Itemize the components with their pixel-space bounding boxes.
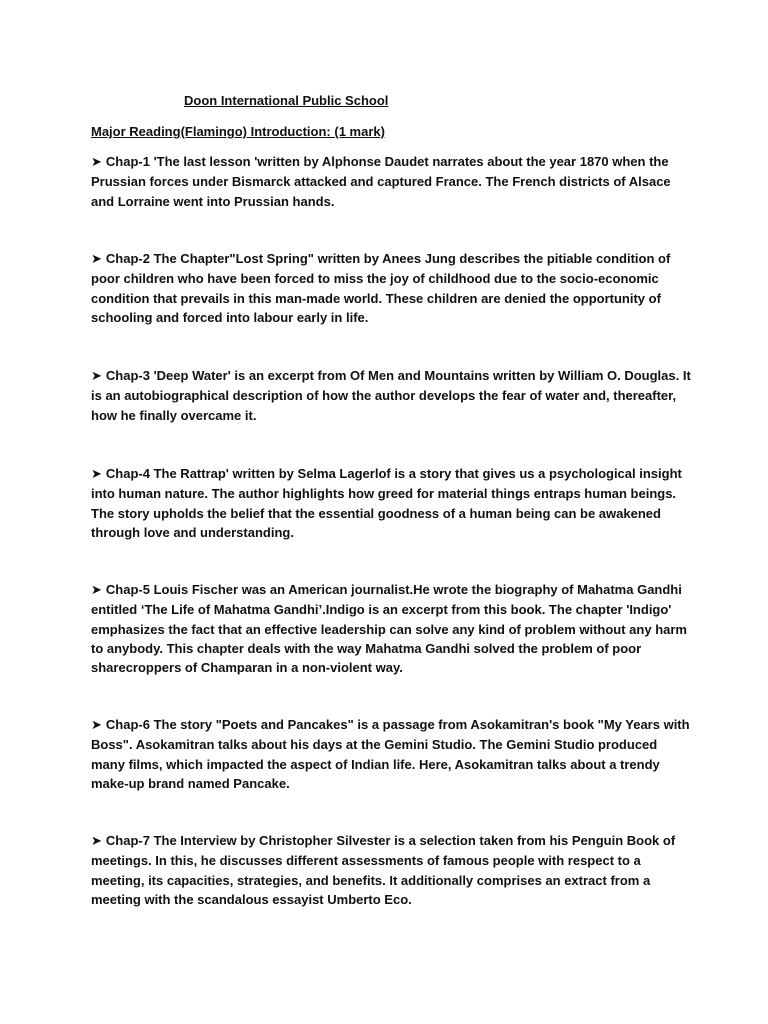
chapter-text: Chap-4 The Rattrap' written by Selma Lagerlof is a story that gives us a psychological insight into human nature. The author highlights how greed for material things entraps human beings. The story upholds the belief that the essential goodness of a human being can be awakened through love and understanding. <box>91 466 682 540</box>
arrow-bullet-icon: ➤ <box>91 467 102 482</box>
chapter-paragraph-1 <box>91 152 691 211</box>
section-title: Major Reading(Flamingo) Introduction: (1 mark) <box>91 124 385 139</box>
arrow-bullet-icon: ➤ <box>91 252 102 267</box>
chapter-text: Chap-1 'The last lesson 'written by Alphonse Daudet narrates about the year 1870 when the Prussian forces under Bismarck attacked and captured France. The French districts of Alsace and Lorraine went into Prussian hands. <box>91 154 671 209</box>
arrow-bullet-icon: ➤ <box>91 369 102 384</box>
arrow-bullet-icon: ➤ <box>91 155 102 170</box>
chapter-text: Chap-5 Louis Fischer was an American journalist.He wrote the biography of Mahatma Gandhi entitled ‘The Life of Mahatma Gandhi’.Indigo is an excerpt from this book. The chapter 'Indigo' emphasizes the fact that an effective leadership can solve any kind of problem without any harm to anybody. This chapter deals with the way Mahatma Gandhi solved the problem of poor sharecroppers of Champaran in a non-violent way. <box>91 582 687 676</box>
chapter-text: Chap-3 'Deep Water' is an excerpt from Of Men and Mountains written by William O. Douglas. It is an autobiographical description of how the author develops the fear of water and, thereafter, how he finally overcame it. <box>91 368 691 423</box>
chapter-text: Chap-6 The story "Poets and Pancakes" is a passage from Asokamitran's book "My Years with Boss". Asokamitran talks about his days at the Gemini Studio. The Gemini Studio produced many films, which impacted the aspect of Indian life. Here, Asokamitran talks about a trendy make-up brand named Pancake. <box>91 717 690 791</box>
school-title: Doon International Public School <box>184 93 389 108</box>
chapter-paragraph-4 <box>91 464 691 542</box>
chapter-paragraph-5 <box>91 580 691 677</box>
arrow-bullet-icon: ➤ <box>91 718 102 733</box>
arrow-bullet-icon: ➤ <box>91 834 102 849</box>
chapter-paragraph-6 <box>91 715 691 793</box>
chapter-text: Chap-2 The Chapter"Lost Spring" written by Anees Jung describes the pitiable condition of poor children who have been forced to miss the joy of childhood due to the socio-economic condition that prevails in this man-made world. These children are denied the opportunity of schooling and forced into labour early in life. <box>91 251 671 325</box>
chapter-paragraph-2 <box>91 249 691 327</box>
chapter-paragraph-3 <box>91 366 691 425</box>
chapter-text: Chap-7 The Interview by Christopher Silvester is a selection taken from his Penguin Book of meetings. In this, he discusses different assessments of famous people with respect to a meeting, its capacities, strategies, and benefits. It additionally comprises an extract from a meeting with the scandalous essayist Umberto Eco. <box>91 833 676 907</box>
arrow-bullet-icon: ➤ <box>91 583 102 598</box>
chapter-paragraph-7 <box>91 831 691 909</box>
